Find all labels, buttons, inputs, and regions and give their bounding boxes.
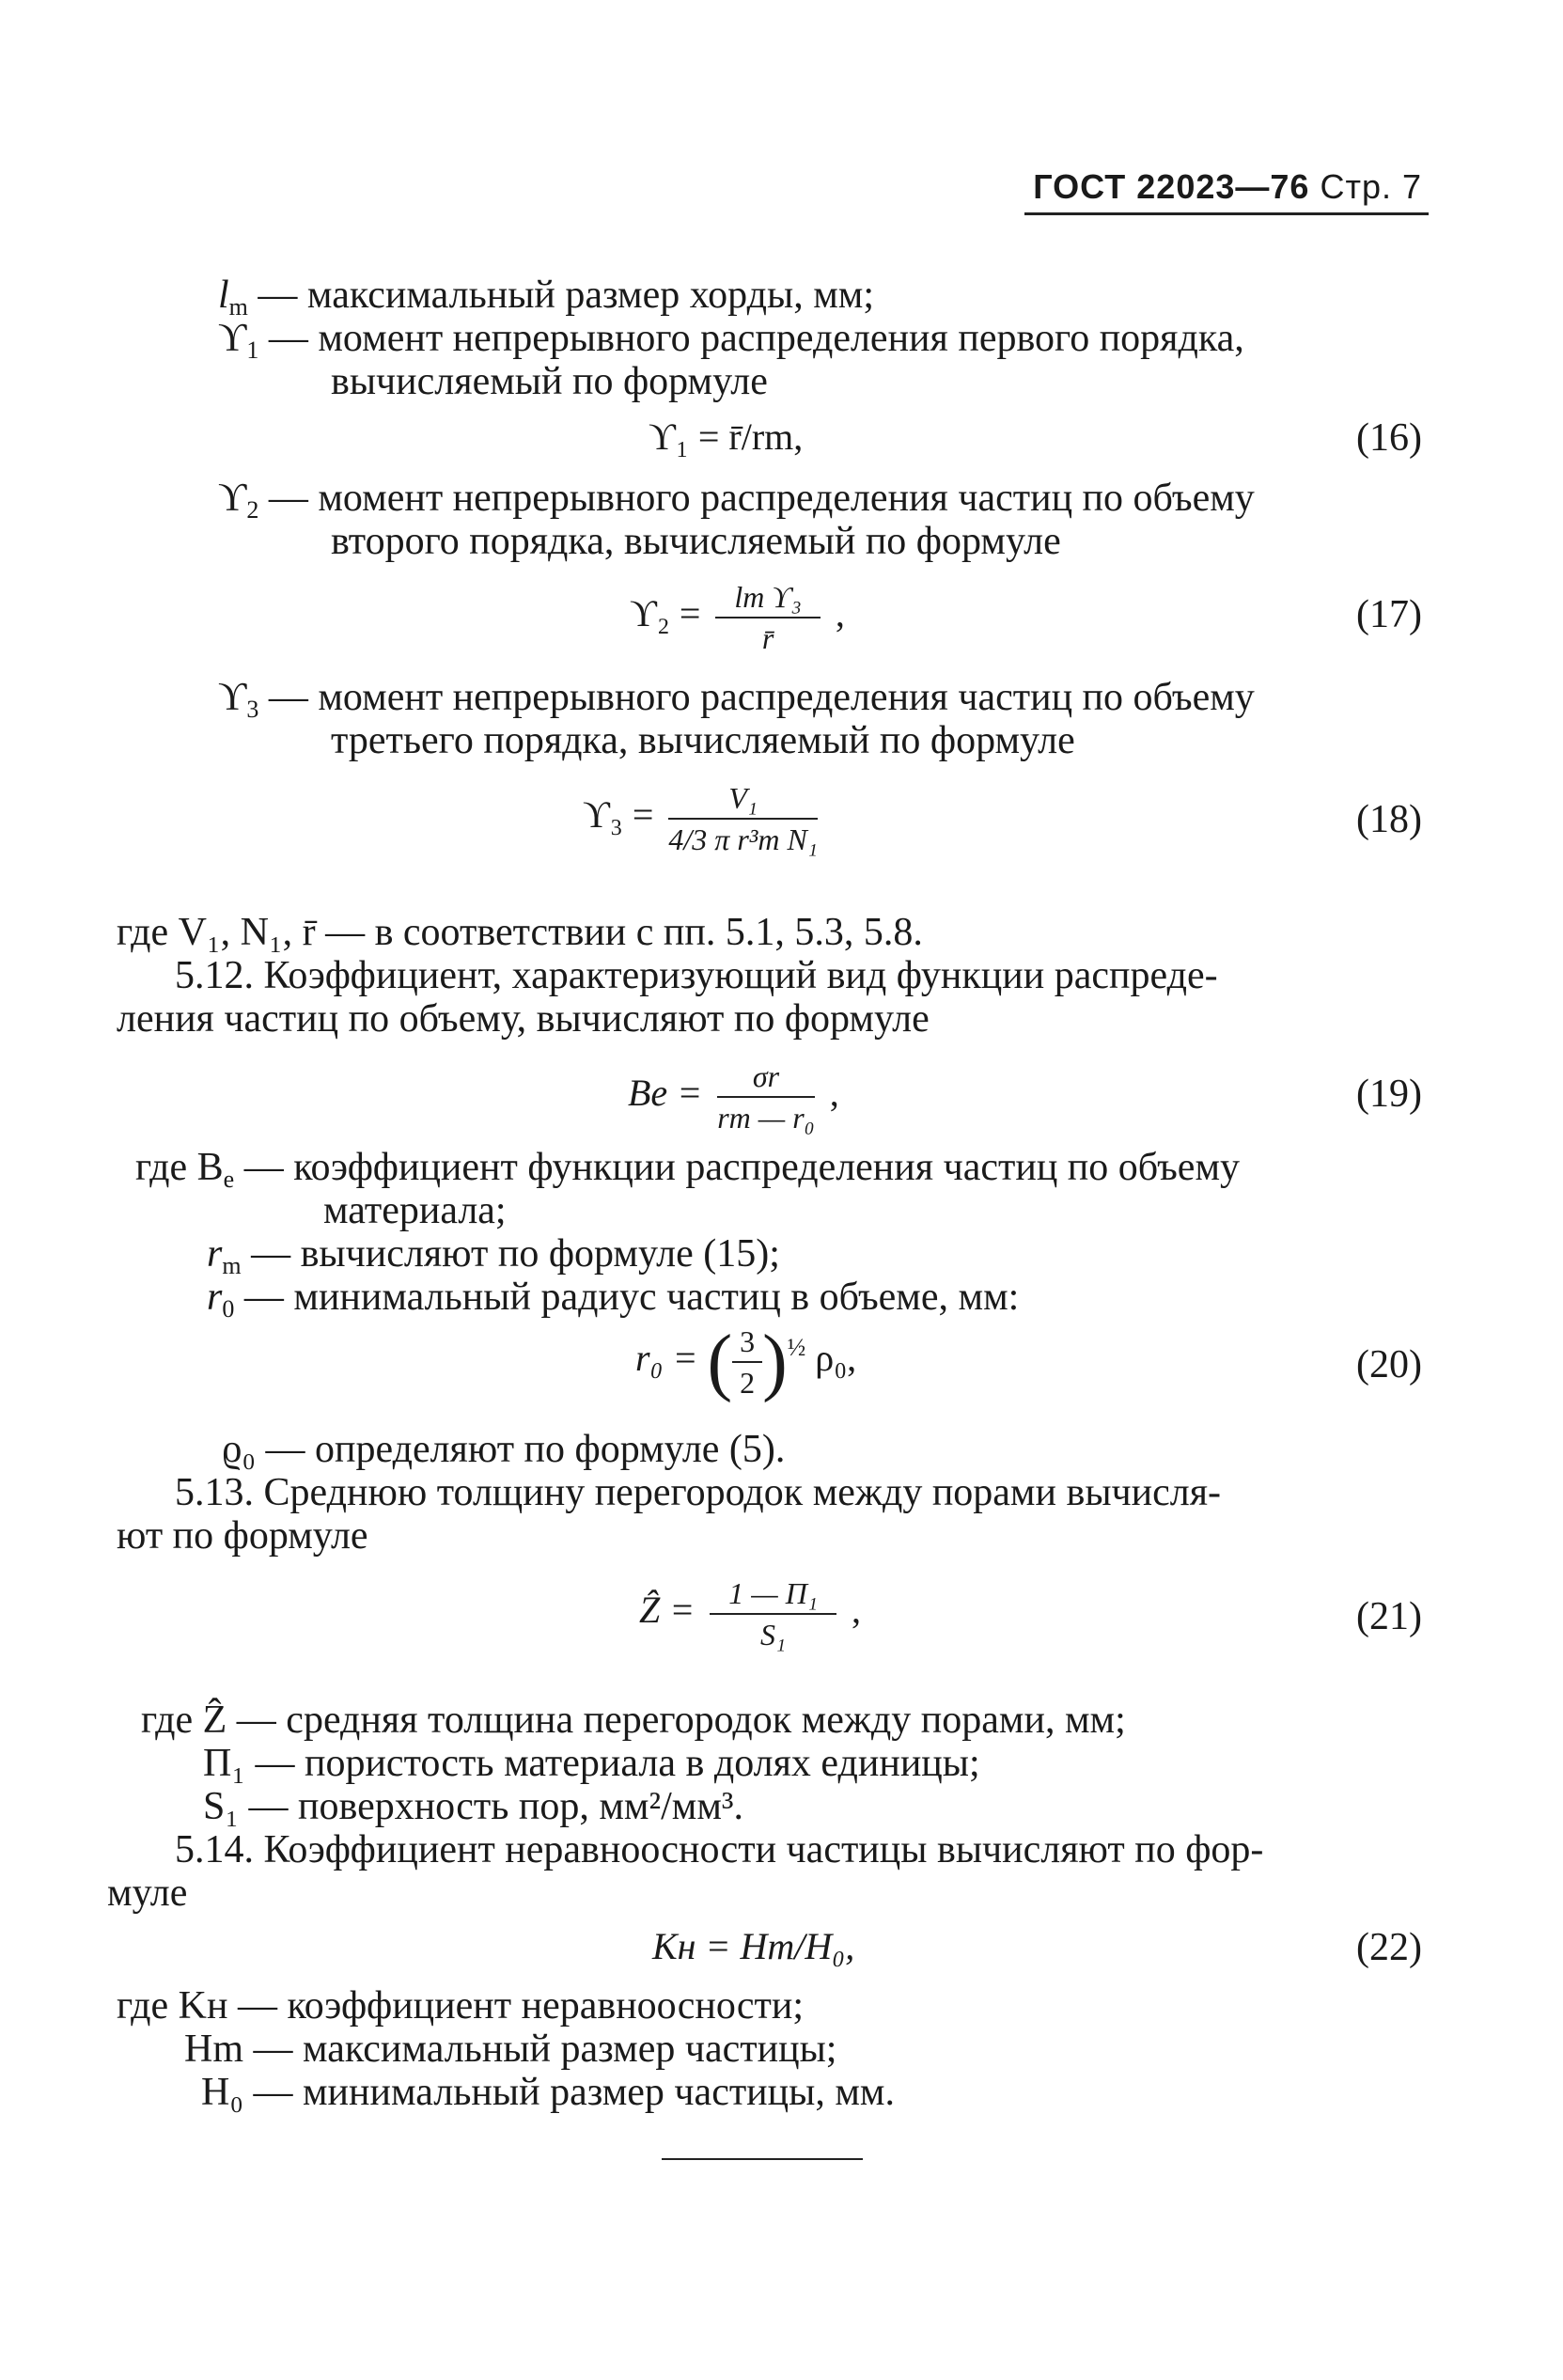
formula-21 [639,1575,861,1652]
formula-16: ϒ₁ = r̄/rm, [649,415,804,458]
page-number: Стр. 7 [1320,167,1422,206]
sym-y: ϒ [218,477,247,520]
def-y2-text: — момент непрерывного распределения частиц по объему [258,477,1255,520]
sym-r-sub: 0 [222,1295,235,1323]
def-be-text: — коэффициент функции распределения частиц по объему [234,1146,1241,1189]
section-5-13-cont: ют по формуле [117,1514,368,1558]
formula-22: Kн = Hm/H₀, [652,1925,855,1967]
formula-18-numerator: V₁ [668,780,818,820]
def-be-cont: материала; [323,1189,507,1232]
formula-20-numerator: 3 [732,1323,762,1363]
def-be-sub: e [223,1166,235,1193]
def-p1: П₁ — пористость материала в долях единицы; [203,1742,980,1785]
sym-y: ϒ [218,317,247,360]
def-y1-text: — момент непрерывного распределения первого порядка, [258,317,1244,360]
sym-y: ϒ [218,676,247,719]
sym-y-sub: 1 [246,337,259,364]
section-5-14: 5.14. Коэффициент неравноосности частицы вычисляют по фор- [175,1828,1264,1871]
formula-17-tail: , [835,592,845,635]
formula-19-numerator: σr [717,1058,815,1098]
formula-17-fraction [715,579,820,656]
sym-r: r [207,1276,223,1319]
formula-17 [630,579,845,656]
formula-19-lhs: Be = [628,1072,703,1115]
def-z: где Ẑ — средняя толщина перегородок между порами, мм; [141,1699,1126,1742]
formula-18 [583,780,823,857]
formula-17-numerator: lm ϒ₃ [715,579,820,618]
formula-21-fraction [710,1575,836,1652]
page-header [1033,167,1422,207]
formula-17-lhs: ϒ₂ = [630,592,701,635]
formula-18-fraction [668,780,818,857]
formula-19-fraction [717,1058,815,1135]
def-y3-text: — момент непрерывного распределения частиц по объему [258,676,1255,719]
def-lm-text: — максимальный размер хорды, мм; [247,274,875,317]
section-5-12-cont: ления частиц по объему, вычисляют по формуле [117,997,930,1041]
end-rule [662,2158,863,2160]
sym-r: r [207,1232,223,1276]
eq-number-20: (20) [1356,1343,1422,1386]
formula-18-denominator: 4/3 π r³m N₁ [668,822,818,856]
sym-y-sub: 2 [246,496,259,524]
def-y1-cont: вычисляемый по формуле [331,360,768,403]
header-rule [1024,212,1429,215]
eq-number-16: (16) [1356,416,1422,460]
eq-number-18: (18) [1356,798,1422,841]
formula-20-lhs: r₀ = [635,1337,698,1380]
eq-number-22: (22) [1356,1926,1422,1969]
section-5-14-cont: муле [107,1871,188,1915]
def-r0 [207,1275,1019,1332]
def-rho0: ϱ₀ — определяют по формуле (5). [222,1428,786,1471]
def-h0: H₀ — минимальный размер частицы, мм. [201,2071,896,2114]
formula-21-tail: , [851,1589,861,1632]
sym-l-sub: m [228,293,248,321]
def-kn: где Kн — коэффициент неравноосности; [117,1984,805,2028]
eq-number-21: (21) [1356,1595,1422,1638]
paren-close: ) [762,1321,788,1403]
def-r0-text: — минимальный радиус частиц в объеме, мм: [234,1276,1020,1319]
formula-20-tail: ρ₀, [815,1337,857,1380]
section-5-13: 5.13. Среднюю толщину перегородок между порами вычисля- [175,1471,1222,1514]
sym-r-sub: m [222,1252,242,1279]
formula-19-tail: , [829,1072,839,1115]
def-hm: Hm — максимальный размер частицы; [184,2028,837,2071]
formula-18-lhs: ϒ₃ = [583,793,654,837]
formula-20 [635,1323,856,1401]
formula-19 [628,1058,839,1135]
eq-number-19: (19) [1356,1073,1422,1116]
formula-21-denominator: S₁ [760,1618,787,1652]
section-5-12: 5.12. Коэффициент, характеризующий вид функции распреде- [175,954,1218,997]
doc-number: ГОСТ 22023—76 [1033,167,1310,206]
formula-21-numerator: 1 — П₁ [710,1575,836,1615]
formula-20-fraction [732,1323,762,1401]
ref-line: где V₁, N₁, r̄ — в соответствии с пп. 5.1, 5.3, 5.8. [117,911,923,954]
formula-20-exponent: ½ [787,1334,806,1362]
def-rm-text: — вычисляют по формуле (15); [241,1232,780,1276]
formula-17-denominator: r̄ [761,621,774,655]
sym-y-sub: 3 [246,696,259,723]
formula-19-denominator: rm — r₀ [717,1101,815,1135]
def-s1: S₁ — поверхность пор, мм²/мм³. [203,1785,744,1828]
formula-21-lhs: Ẑ = [639,1589,696,1632]
formula-20-denominator: 2 [740,1366,756,1400]
paren-open: ( [707,1321,733,1403]
def-y2-cont: второго порядка, вычисляемый по формуле [331,520,1061,563]
def-y3-cont: третьего порядка, вычисляемый по формуле [331,719,1075,762]
def-be-prefix: где B [135,1146,224,1189]
eq-number-17: (17) [1356,593,1422,636]
sym-l: l [218,274,229,317]
def-be [135,1145,1240,1202]
